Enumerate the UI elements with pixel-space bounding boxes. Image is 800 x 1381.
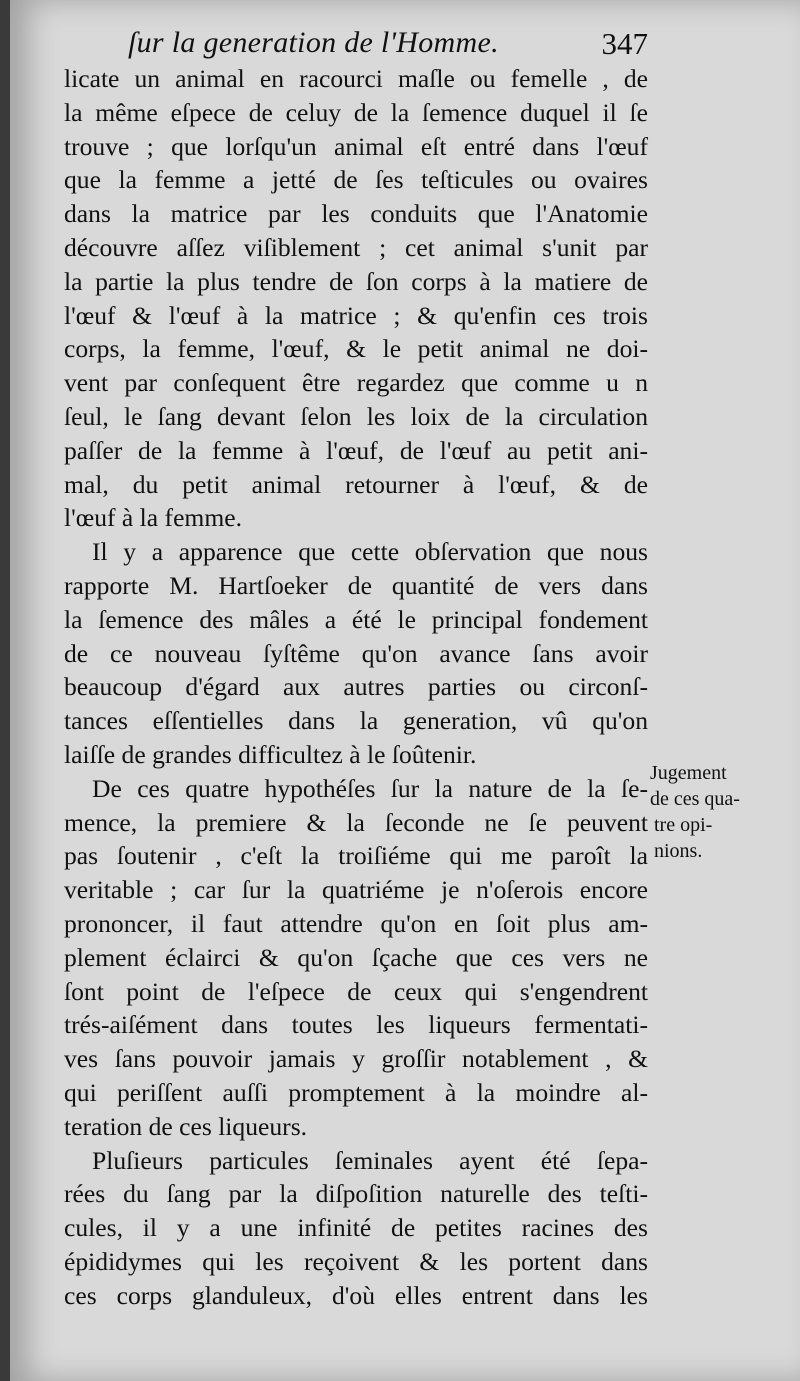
text-line: vent par conſequent être regardez que comme u n [64, 368, 648, 398]
text-line: licate un animal en racourci maſle ou femelle , de [64, 64, 648, 93]
page-number: 347 [601, 26, 648, 61]
margin-note-line: de ces qua- [650, 788, 740, 810]
margin-note-line: tre opi- [654, 814, 713, 836]
text-line: la partie la plus tendre de ſon corps à la matiere de [64, 266, 648, 296]
text-line: corps, la femme, l'œuf, & le petit animal ne doi- [64, 334, 648, 364]
text-line: veritable ; car ſur la quatriéme je n'oſerois encore [64, 875, 648, 905]
text-line: la ſemence des mâles a été le principal fondement [64, 604, 648, 634]
text-line: teration de ces liqueurs. [64, 1111, 308, 1141]
text-line: rapporte M. Hartſoeker de quantité de vers dans [64, 570, 648, 600]
text-line: trouve ; que lorſqu'un animal eſt entré dans l'œuf [64, 131, 648, 161]
text-line: qui periſſent auſſi promptement à la moindre al- [64, 1077, 648, 1107]
text-line: ſeul, le ſang devant ſelon les loix de la circulation [64, 401, 648, 431]
text-line: que la femme a jetté de ſes teſticules ou ovaires [64, 165, 648, 195]
text-line: ves ſans pouvoir jamais y groſſir notablement , & [64, 1044, 648, 1074]
text-line: dans la matrice par les conduits que l'Anatomie [64, 199, 648, 229]
running-header [128, 18, 648, 68]
text-line: Pluſieurs particules ſeminales ayent été ſepa- [92, 1145, 648, 1175]
text-line: la même eſpece de celuy de la ſemence duquel il ſe [64, 97, 648, 127]
text-line: prononcer, il faut attendre qu'on en ſoit plus am- [64, 908, 648, 938]
text-line: pas ſoutenir , c'eſt la troiſiéme qui me paroît la [64, 841, 648, 871]
text-line: l'œuf & l'œuf à la matrice ; & qu'enfin ces trois [64, 300, 648, 330]
text-line: découvre aſſez viſiblement ; cet animal s'unit par [64, 232, 648, 262]
margin-note-line: Jugement [650, 762, 727, 784]
text-line: tances eſſentielles dans la generation, vû qu'on [64, 706, 648, 736]
text-line: cules, il y a une infinité de petites racines des [64, 1213, 648, 1243]
margin-note-line: nions. [654, 840, 703, 862]
text-line: plement éclairci & qu'on ſçache que ces vers ne [64, 942, 648, 972]
text-line: De ces quatre hypothéſes ſur la nature de la ſe- [92, 773, 648, 803]
text-line: trés-aiſément dans toutes les liqueurs fermentati- [64, 1010, 648, 1040]
book-page [10, 0, 800, 1381]
text-line: laiſſe de grandes difficultez à le ſoûtenir. [64, 739, 477, 769]
text-line: Il y a apparence que cette obſervation que nous [92, 537, 648, 567]
text-line: ſont point de l'eſpece de ceux qui s'engendrent [64, 976, 648, 1006]
text-line: beaucoup d'égard aux autres parties ou circonſ- [64, 672, 648, 702]
body-text [64, 62, 648, 1312]
text-line: paſſer de la femme à l'œuf, de l'œuf au petit ani- [64, 435, 648, 465]
text-line: mal, du petit animal retourner à l'œuf, & de [64, 469, 648, 499]
text-line: rées du ſang par la diſpoſition naturelle des teſti- [64, 1179, 648, 1209]
text-line: l'œuf à la femme. [64, 503, 243, 533]
text-line: mence, la premiere & la ſeconde ne ſe peuvent [64, 807, 648, 837]
text-line: ces corps glanduleux, d'où elles entrent dans les [64, 1280, 648, 1310]
text-line: de ce nouveau ſyſtême qu'on avance ſans avoir [64, 638, 648, 668]
margin-note [650, 760, 800, 864]
running-title: ſur la generation de l'Homme. [128, 26, 499, 59]
book-spine-shadow [0, 0, 10, 1381]
text-line: épididymes qui les reçoivent & les portent dans [64, 1246, 648, 1276]
